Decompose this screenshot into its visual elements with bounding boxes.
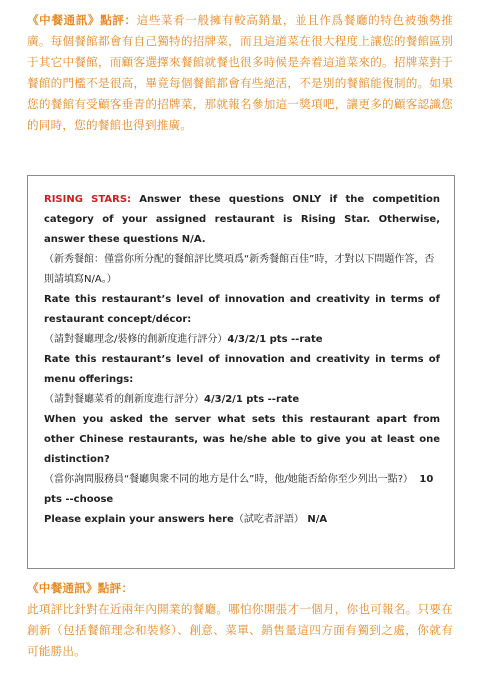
question-concept-decor-score: 4/3/2/1 pts --rate: [227, 334, 323, 345]
question-distinction-zh-text: （當你詢問服務員“餐廳與衆不同的地方是什么”時，他/她能否給你至少列出一點?）: [44, 474, 414, 485]
explain-answers-zh: （試吃者評語）: [233, 514, 304, 525]
explain-answers-value: N/A: [307, 514, 328, 525]
question-distinction: When you asked the server what sets this restaurant apart from other Chinese restaurants, was he/she able to give you at least one distinction?: [44, 414, 440, 465]
bottom-note-body: 此項評比針對在近兩年內開業的餐廳。哪怕你開張才一個月，你也可報名。只要在創新（包括餐館理念和裝修）、創意、菜單、銷售量這四方面有獨到之處，你就有可能勝出。: [27, 602, 453, 658]
question-distinction-zh: [44, 470, 440, 510]
question-concept-decor: Rate this restaurant’s level of innovation and creativity in terms of restaurant concept/décor:: [44, 294, 440, 325]
question-menu-offerings-zh-text: （請對餐廳菜肴的創新度進行評分）: [44, 394, 204, 405]
rising-stars-intro: [44, 190, 440, 250]
explain-answers-text: Please explain your answers here: [44, 514, 234, 525]
question-distinction-score: 10 pts --choose: [44, 474, 434, 505]
bottom-review-note: [27, 578, 453, 662]
question-menu-offerings: Rate this restaurant’s level of innovation and creativity in terms of menu offerings:: [44, 354, 440, 385]
question-concept-decor-zh: [44, 330, 440, 350]
top-note-heading: 《中餐通訊》點評：: [27, 13, 137, 27]
question-menu-offerings-zh: [44, 390, 440, 410]
question-concept-decor-zh-text: （請對餐廳理念/裝修的創新度進行評分）: [44, 334, 228, 345]
question-menu-offerings-score: 4/3/2/1 pts --rate: [204, 394, 300, 405]
top-note-body: 這些菜肴一般擁有較高銷量，並且作爲餐廳的特色被強勢推廣。每個餐館都會有自己獨特的招牌菜，而且這道菜在很大程度上讓您的餐館區別于其它中餐館，而顧客選擇來餐館就餐也很多時候是奔着這道菜來的。招牌菜對于餐館的門檻不是很高，畢竟每個餐館都會有些絕活，不是別的餐館能復制的。如果您的餐館有受顧客垂青的招牌菜，那就報名參加這一獎項吧，讓更多的顧客認識您的同時，您的餐館也得到推廣。: [27, 13, 453, 132]
rising-stars-label: RISING STARS:: [44, 194, 132, 205]
bottom-note-heading: 《中餐通訊》點評：: [27, 581, 134, 595]
rising-stars-intro-text: Answer these questions ONLY if the competition category of your assigned restaurant is Rising Star. Otherwise, answer these questions N/A.: [44, 194, 440, 245]
rising-stars-questionnaire: [27, 175, 455, 569]
explain-answers: [44, 510, 440, 530]
top-review-note: [27, 10, 453, 136]
rising-stars-intro-zh: （新秀餐館：僅當你所分配的餐館評比獎項爲“新秀餐館百佳”時，才對以下問題作答，否則請填寫N/A。）: [44, 254, 435, 285]
